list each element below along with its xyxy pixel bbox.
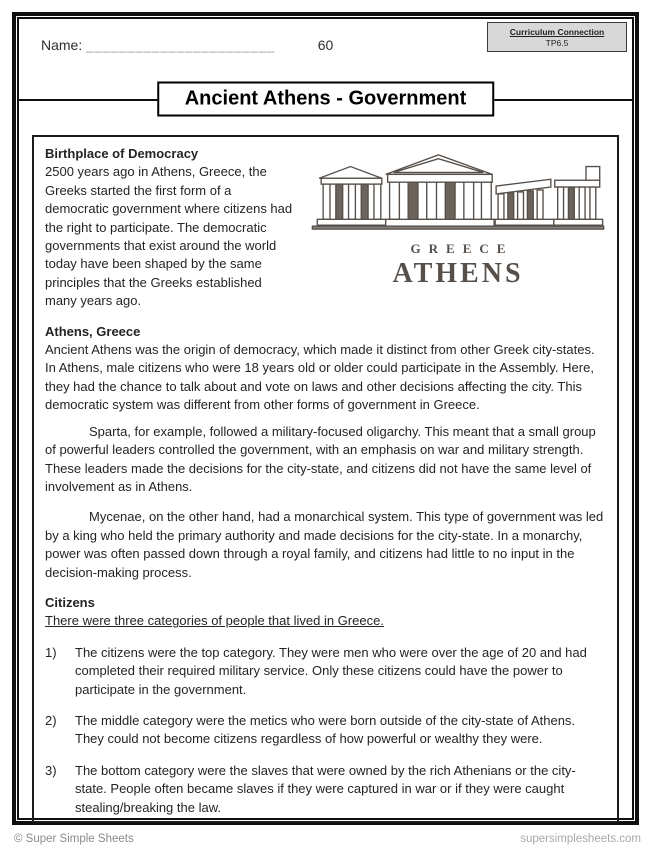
birthplace-heading: Birthplace of Democracy <box>45 146 199 161</box>
athens-paragraph-sparta: Sparta, for example, followed a military-focused oligarchy. This meant that a small group of powerful leaders controlled the government, with an emphasis on war and military strength. These leaders made the decisions for the city-state, and citizens did not have the same level of involvement as in Athens. <box>45 423 596 494</box>
citizen-item-text: The citizens were the top category. They were men who were over the age of 20 and had completed their required military service. Only these citizens could have the power to participate in the government. <box>75 644 587 697</box>
footer <box>14 833 641 845</box>
worksheet-page-border <box>12 12 639 825</box>
header <box>19 19 632 71</box>
citizen-item-3 <box>45 762 606 817</box>
name-blank-line[interactable]: _______________________ <box>86 38 276 53</box>
title-band <box>19 77 632 121</box>
athens-heading: Athens, Greece <box>45 323 141 339</box>
section-birthplace <box>45 145 606 311</box>
citizens-heading: Citizens <box>45 594 95 610</box>
figure-label-city: ATHENS <box>392 257 524 289</box>
page-number: 60 <box>317 37 334 53</box>
birthplace-body: 2500 years ago in Athens, Greece, the Greeks started the first form of a democratic government where citizens had the right to participate. The democratic governments that exist around the world today have been shaped by the same principles that the Greeks established many years ago. <box>45 164 293 309</box>
website-url: supersimplesheets.com <box>520 833 641 845</box>
figure-label-country: GREECE <box>410 241 514 257</box>
athens-paragraph-mycenae: Mycenae, on the other hand, had a monarchical system. This type of government was led by a king who held the primary authority and made decisions for the city-state. In a monarchy, power was often passed down through a royal family, and citizens had little to no input in the decision-making process. <box>45 509 604 580</box>
citizen-item-number: 1) <box>45 644 57 660</box>
curriculum-connection-title: Curriculum Connection <box>509 27 605 37</box>
section-citizens <box>45 594 606 817</box>
acropolis-skyline-icon <box>310 147 606 233</box>
content-box <box>32 135 619 823</box>
name-label: Name: <box>41 37 83 53</box>
copyright-text: © Super Simple Sheets <box>14 833 134 845</box>
citizen-item-number: 3) <box>45 762 57 778</box>
worksheet-page <box>17 17 634 820</box>
section-athens <box>45 323 606 582</box>
citizen-item-number: 2) <box>45 712 57 728</box>
curriculum-code: TP6.5 <box>545 38 569 48</box>
athens-paragraph-1: Ancient Athens was the origin of democracy, which made it distinct from other Greek city-states. In Athens, male citizens who were 18 years old or older could participate in the Assembly. Here, they had the chance to talk about and vote on laws and other decisions affecting the city. This democratic system was different from other forms of government in Greece. <box>45 342 595 413</box>
curriculum-connection-box <box>487 22 627 52</box>
athens-figure <box>310 147 606 289</box>
citizen-item-text: The middle category were the metics who were born outside of the city-state of Athens. They could not become citizens regardless of how powerful or wealthy they were. <box>75 712 576 747</box>
citizen-item-1 <box>45 644 606 699</box>
page-title: Ancient Athens - Government <box>157 82 495 117</box>
citizen-item-text: The bottom category were the slaves that were owned by the rich Athenians or the city-state. People often became slaves if they were captured in war or if they were caught stealing/breaking the law. <box>75 762 576 815</box>
citizens-intro: There were three categories of people that lived in Greece. <box>45 613 384 629</box>
citizen-item-2 <box>45 712 606 749</box>
